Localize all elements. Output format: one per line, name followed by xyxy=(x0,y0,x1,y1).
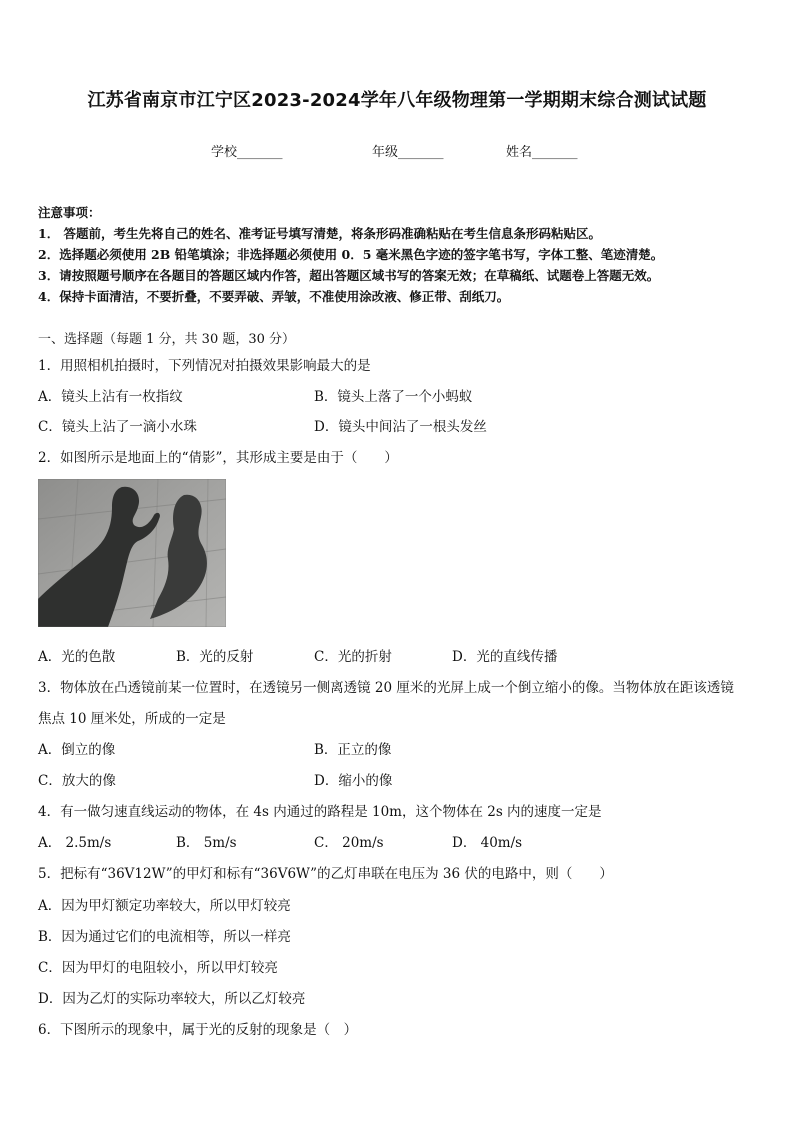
question-5-option-a: A．因为甲灯额定功率较大，所以甲灯较亮 xyxy=(38,898,291,914)
name-field: 姓名_______ xyxy=(506,145,578,160)
school-field: 学校_______ xyxy=(211,145,283,160)
question-1-option-a: A．镜头上沾有一枚指纹 xyxy=(38,389,183,405)
question-5-option-c: C．因为甲灯的电阻较小，所以甲灯较亮 xyxy=(38,960,278,976)
question-2-option-b: B．光的反射 xyxy=(176,649,254,665)
notice-item: 1． 答题前，考生先将自己的姓名、准考证号填写清楚，将条形码准确粘贴在考生信息条形码粘贴区。 xyxy=(38,226,602,241)
question-4-option-a: A． 2.5m/s xyxy=(38,835,112,851)
question-3-option-c: C．放大的像 xyxy=(38,773,116,789)
question-1-option-c: C．镜头上沾了一滴小水珠 xyxy=(38,419,197,435)
question-4-option-c: C． 20m/s xyxy=(314,835,384,851)
question-3-option-d: D．缩小的像 xyxy=(314,773,393,789)
page-title: 江苏省南京市江宁区2023-2024学年八年级物理第一学期期末综合测试试题 xyxy=(87,90,707,111)
notice-item: 2．选择题必须使用 2B 铅笔填涂；非选择题必须使用 0．5 毫米黑色字迹的签字笔书写，字体工整、笔迹清楚。 xyxy=(38,247,664,262)
question-2-option-c: C．光的折射 xyxy=(314,649,392,665)
question-1-option-b: B．镜头上落了一个小蚂蚁 xyxy=(314,389,473,405)
question-1-stem: 1．用照相机拍摄时，下列情况对拍摄效果影响最大的是 xyxy=(38,358,371,374)
question-1-option-d: D．镜头中间沾了一根头发丝 xyxy=(314,419,487,435)
question-4-stem: 4．有一做匀速直线运动的物体，在 4s 内通过的路程是 10m，这个物体在 2s 内的速度一定是 xyxy=(38,804,602,820)
notice-heading: 注意事项： xyxy=(38,205,101,220)
question-2-stem: 2．如图所示是地面上的“倩影”，其形成主要是由于（ ） xyxy=(38,450,398,466)
shadow-photo xyxy=(38,479,226,627)
grade-field: 年级_______ xyxy=(372,145,444,160)
question-3-option-a: A．倒立的像 xyxy=(38,742,116,758)
notice-item: 3．请按照题号顺序在各题目的答题区域内作答，超出答题区域书写的答案无效；在草稿纸、试题卷上答题无效。 xyxy=(38,268,660,283)
question-5-option-d: D．因为乙灯的实际功率较大，所以乙灯较亮 xyxy=(38,991,306,1007)
question-4-option-b: B． 5m/s xyxy=(176,835,237,851)
question-3-option-b: B．正立的像 xyxy=(314,742,392,758)
section-heading: 一、选择题（每题 1 分，共 30 题，30 分） xyxy=(38,332,296,347)
question-3-stem-line2: 焦点 10 厘米处，所成的一定是 xyxy=(38,711,226,727)
question-3-stem-line1: 3．物体放在凸透镜前某一位置时，在透镜另一侧离透镜 20 厘米的光屏上成一个倒立缩小的像。当物体放在距该透镜 xyxy=(38,680,734,696)
question-2-option-d: D．光的直线传播 xyxy=(452,649,558,665)
question-5-option-b: B．因为通过它们的电流相等，所以一样亮 xyxy=(38,929,291,945)
question-5-stem: 5．把标有“36V12W”的甲灯和标有“36V6W”的乙灯串联在电压为 36 伏的电路中，则（ ） xyxy=(38,866,613,882)
question-2-option-a: A．光的色散 xyxy=(38,649,116,665)
notice-item: 4．保持卡面清洁，不要折叠，不要弄破、弄皱，不准使用涂改液、修正带、刮纸刀。 xyxy=(38,289,510,304)
question-4-option-d: D． 40m/s xyxy=(452,835,523,851)
question-6-stem: 6．下图所示的现象中，属于光的反射的现象是（ ） xyxy=(38,1022,358,1038)
